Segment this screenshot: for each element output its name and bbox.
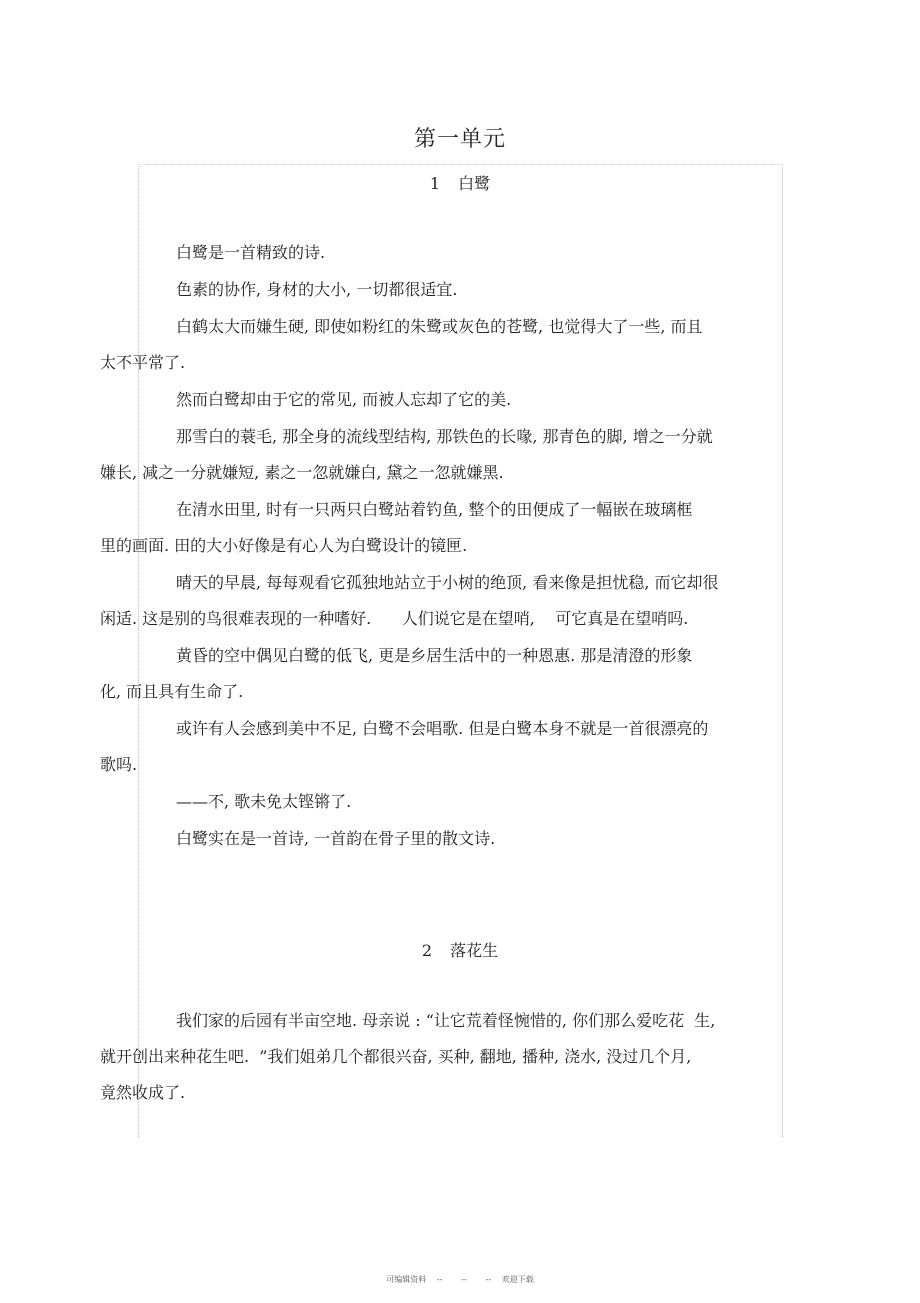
paragraph-line: 歌吗. bbox=[100, 755, 138, 774]
paragraph-line: 色素的协作, 身材的大小, 一切都很适宜. bbox=[176, 280, 458, 299]
paragraph-line: 竟然收成了. bbox=[100, 1083, 186, 1102]
paragraph-line: 黄昏的空中偶见白鹭的低飞, 更是乡居生活中的一种恩惠. 那是清澄的形象 bbox=[176, 646, 693, 665]
lesson-1-paragraph bbox=[100, 565, 788, 637]
footer-right-text: 欢迎下载 bbox=[501, 1275, 534, 1284]
footer-left-text: 可编辑资料 bbox=[386, 1275, 427, 1284]
lesson-1-heading bbox=[0, 171, 920, 194]
lesson-1-title: 白鹭 bbox=[458, 174, 491, 193]
lesson-1-paragraph bbox=[100, 419, 788, 491]
unit-title: 第一单元 bbox=[413, 127, 506, 152]
paragraph-line: 闲适. 这是别的鸟很难表现的一种嗜好. 人们说它是在望哨, 可它真是在望哨吗. bbox=[100, 609, 689, 628]
paragraph-line: 白鹤太大而嫌生硬, 即使如粉红的朱鹭或灰色的苍鹭, 也觉得大了一些, 而且 bbox=[176, 317, 703, 336]
lesson-1-paragraph bbox=[138, 382, 788, 418]
lesson-2-heading bbox=[0, 938, 920, 961]
lesson-1-paragraph bbox=[100, 309, 788, 381]
paragraph-line: 晴天的早晨, 每每观看它孤独地站立于小树的绝顶, 看来像是担忧稳, 而它却很 bbox=[176, 573, 719, 592]
lesson-2-number: 2 bbox=[421, 941, 433, 960]
paragraph-line: 那雪白的蓑毛, 那全身的流线型结构, 那铁色的长喙, 那青色的脚, 增之一分就 bbox=[176, 427, 713, 446]
paragraph-line: 或许有人会感到美中不足, 白鹭不会唱歌. 但是白鹭本身不就是一首很漂亮的 bbox=[176, 719, 709, 738]
footer-dash: -- bbox=[461, 1275, 467, 1284]
paragraph-line: 就开创出来种花生吧. ”我们姐弟几个都很兴奋, 买种, 翻地, 播种, 浇水, 没过几个月, bbox=[100, 1047, 692, 1066]
lesson-1-paragraph bbox=[138, 821, 788, 857]
footer-dash: -- bbox=[436, 1275, 443, 1284]
page-footer bbox=[0, 1274, 920, 1285]
paragraph-line: 白鹭是一首精致的诗. bbox=[176, 243, 326, 262]
lesson-1-paragraph bbox=[138, 272, 788, 308]
lesson-1-paragraph bbox=[100, 492, 788, 564]
lesson-1-number: 1 bbox=[429, 174, 441, 193]
paragraph-line: 我们家的后园有半亩空地. 母亲说 : “让它荒着怪惋惜的, 你们那么爱吃花 生, bbox=[176, 1011, 716, 1030]
paragraph-line: 在清水田里, 时有一只两只白鹭站着钓鱼, 整个的田便成了一幅嵌在玻璃框 bbox=[176, 500, 693, 519]
lesson-1-paragraph bbox=[100, 638, 788, 710]
lesson-2-paragraph bbox=[100, 1003, 788, 1111]
lesson-2-title: 落花生 bbox=[450, 941, 499, 960]
paragraph-line: 化, 而且具有生命了. bbox=[100, 682, 244, 701]
paragraph-line: 嫌长, 减之一分就嫌短, 素之一忽就嫌白, 黛之一忽就嫌黑. bbox=[100, 463, 504, 482]
paragraph-line: ——不, 歌未免太铿锵了. bbox=[176, 792, 352, 811]
lesson-1-paragraph bbox=[138, 784, 788, 820]
paragraph-line: 太不平常了. bbox=[100, 353, 186, 372]
lesson-1-paragraph bbox=[100, 711, 788, 783]
paragraph-line: 然而白鹭却由于它的常见, 而被人忘却了它的美. bbox=[176, 390, 512, 409]
paragraph-line: 白鹭实在是一首诗, 一首韵在骨子里的散文诗. bbox=[176, 829, 496, 848]
paragraph-line: 里的画面. 田的大小好像是有心人为白鹭设计的镜匣. bbox=[100, 536, 468, 555]
lesson-1-paragraph bbox=[138, 235, 788, 271]
footer-dash: -- bbox=[485, 1275, 492, 1284]
